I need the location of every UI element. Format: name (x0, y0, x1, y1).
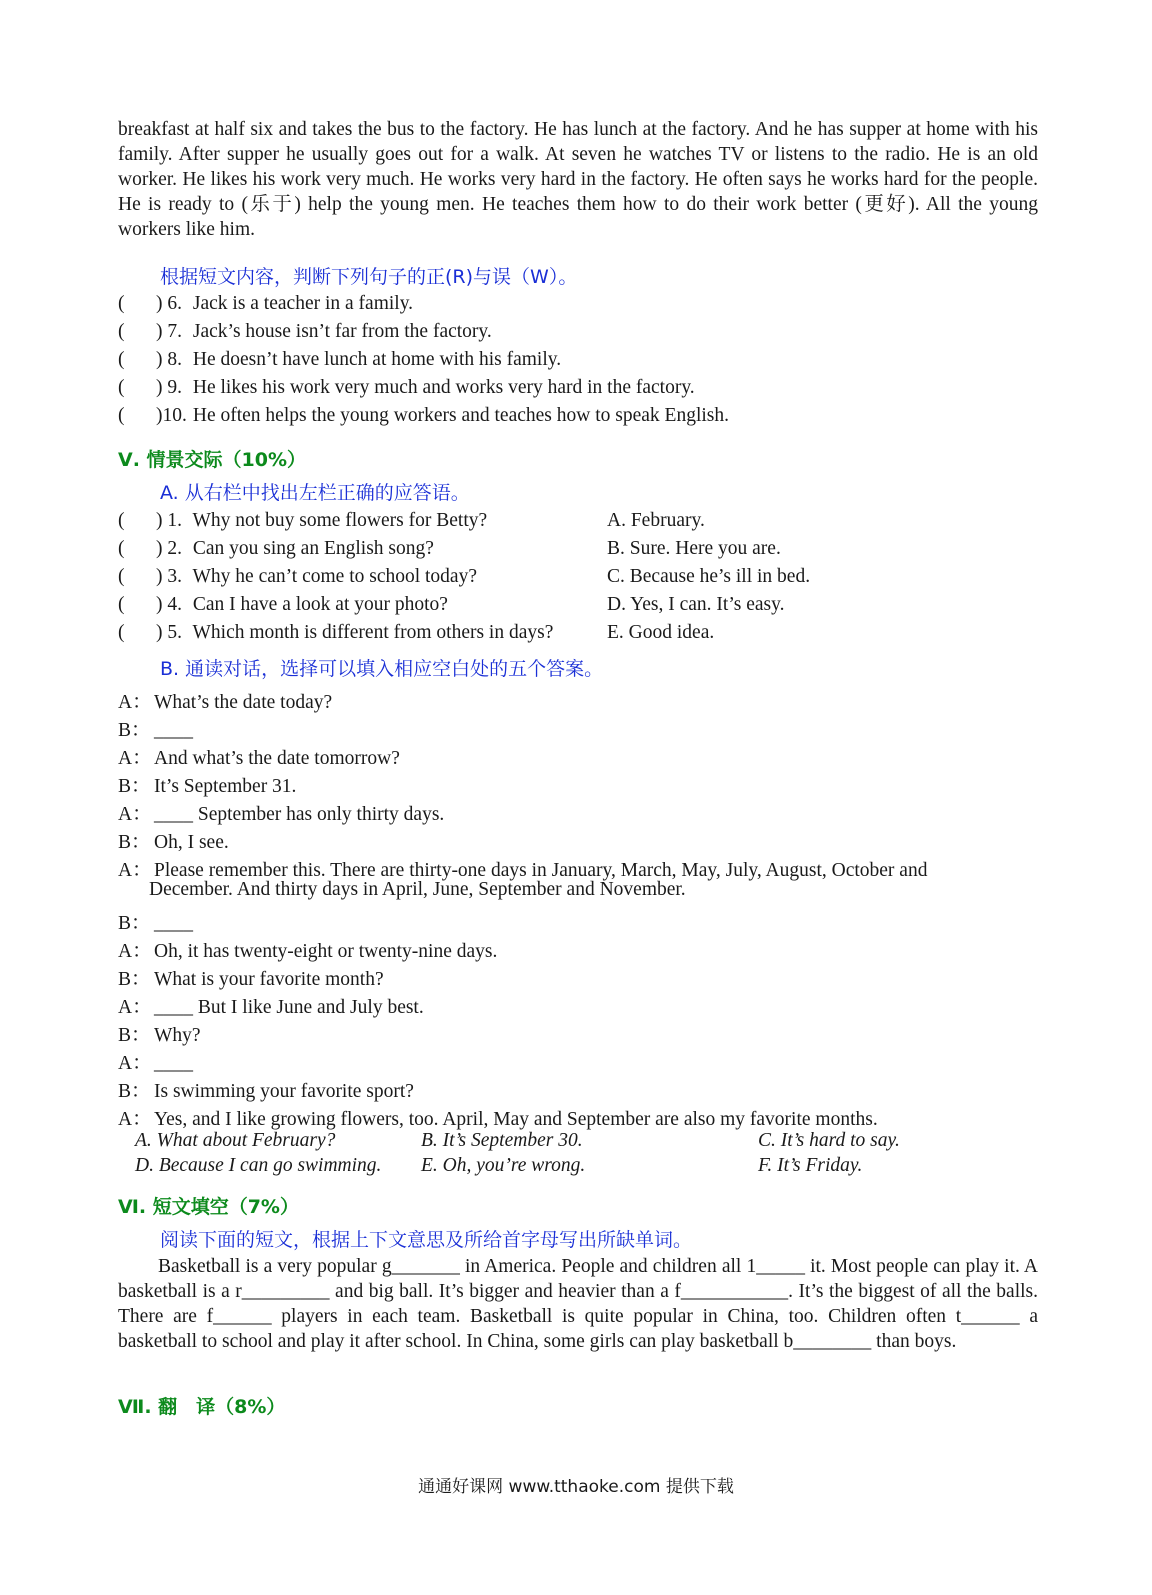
option-f: F. It’s Friday. (758, 1155, 863, 1176)
rw-item-6: ( ) 6. Jack is a teacher in a family. (118, 293, 414, 314)
dialogue-line-continued: December. And thirty days in April, June, September and November. (149, 879, 686, 900)
match-answer-c: C. Because he’s ill in bed. (607, 566, 811, 587)
dialogue-line: A： ____ (118, 1053, 193, 1074)
page-footer: 通通好课网 www.tthaoke.com 提供下载 (418, 1477, 734, 1497)
dialogue-line: A： What’s the date today? (118, 692, 333, 713)
match-item-4: ( ) 4. Can I have a look at your photo? (118, 594, 448, 615)
dialogue-line: B： ____ (118, 913, 193, 934)
cloze-passage: Basketball is a very popular g_______ in America. People and children all 1_____ it. Most people can play it. A basketball is a r_________ and big ball. It’s bigger and heavier than a f___________. It’s the biggest of all the balls. There are f______ players in each team. Basketball is quite popular in China, too. Children often t______ a basketball to school and play it after school. In China, some girls can play basketball b________ than boys. (118, 1256, 1038, 1352)
match-item-3: ( ) 3. Why he can’t come to school today? (118, 566, 477, 587)
dialogue-line: A： Oh, it has twenty-eight or twenty-nine days. (118, 941, 498, 962)
dialogue-line: B： Oh, I see. (118, 832, 229, 853)
dialogue-line: A： Yes, and I like growing flowers, too. April, May and September are also my favorite months. (118, 1109, 878, 1130)
dialogue-line: A： And what’s the date tomorrow? (118, 748, 400, 769)
dialogue-line: B： It’s September 31. (118, 776, 297, 797)
section-6-title: Ⅵ. 短文填空（7%） (118, 1196, 299, 1218)
section-6-instruction: 阅读下面的短文，根据上下文意思及所给首字母写出所缺单词。 (160, 1229, 693, 1251)
match-answer-b: B. Sure. Here you are. (607, 538, 781, 559)
dialogue-line: B： Why? (118, 1025, 201, 1046)
section-5-title: Ⅴ. 情景交际（10%） (118, 449, 307, 471)
dialogue-line: A： ____ But I like June and July best. (118, 997, 424, 1018)
option-b: B. It’s September 30. (421, 1130, 583, 1151)
dialogue-line: B： ____ (118, 720, 193, 741)
match-answer-d: D. Yes, I can. It’s easy. (607, 594, 785, 615)
dialogue-line: A： ____ September has only thirty days. (118, 804, 445, 825)
rw-instruction: 根据短文内容，判断下列句子的正(R)与误（W）。 (160, 266, 578, 288)
option-c: C. It’s hard to say. (758, 1130, 900, 1151)
rw-item-7: ( ) 7. Jack’s house isn’t far from the factory. (118, 321, 492, 342)
match-answer-a: A. February. (607, 510, 705, 531)
match-item-5: ( ) 5. Which month is different from others in days? (118, 622, 554, 643)
dialogue-line: B： What is your favorite month? (118, 969, 384, 990)
section-7-title: Ⅶ. 翻 译（8%） (118, 1396, 286, 1418)
section-5b-instruction: B. 通读对话，选择可以填入相应空白处的五个答案。 (160, 658, 604, 680)
rw-item-10: ( )10. He often helps the young workers and teaches how to speak English. (118, 405, 729, 426)
option-e: E. Oh, you’re wrong. (421, 1155, 586, 1176)
option-a: A. What about February? (135, 1130, 336, 1151)
section-5a-instruction: A. 从右栏中找出左栏正确的应答语。 (160, 482, 470, 504)
match-item-1: ( ) 1. Why not buy some flowers for Betty? (118, 510, 488, 531)
dialogue-line: A： Please remember this. There are thirty-one days in January, March, May, July, August, October and (118, 860, 928, 881)
rw-item-9: ( ) 9. He likes his work very much and works very hard in the factory. (118, 377, 695, 398)
option-d: D. Because I can go swimming. (135, 1155, 382, 1176)
match-answer-e: E. Good idea. (607, 622, 715, 643)
dialogue-line: B： Is swimming your favorite sport? (118, 1081, 414, 1102)
rw-item-8: ( ) 8. He doesn’t have lunch at home with his family. (118, 349, 562, 370)
match-item-2: ( ) 2. Can you sing an English song? (118, 538, 434, 559)
reading-passage: breakfast at half six and takes the bus to the factory. He has lunch at the factory. And he has supper at home with his family. After supper he usually goes out for a walk. At seven he watches TV or listens to the radio. He is an old worker. He likes his work very much. He works very hard in the factory. He often says he works hard for the people. He is ready to (乐于) help the young men. He teaches them how to do their work better (更好). All the young workers like him. (118, 119, 1038, 240)
